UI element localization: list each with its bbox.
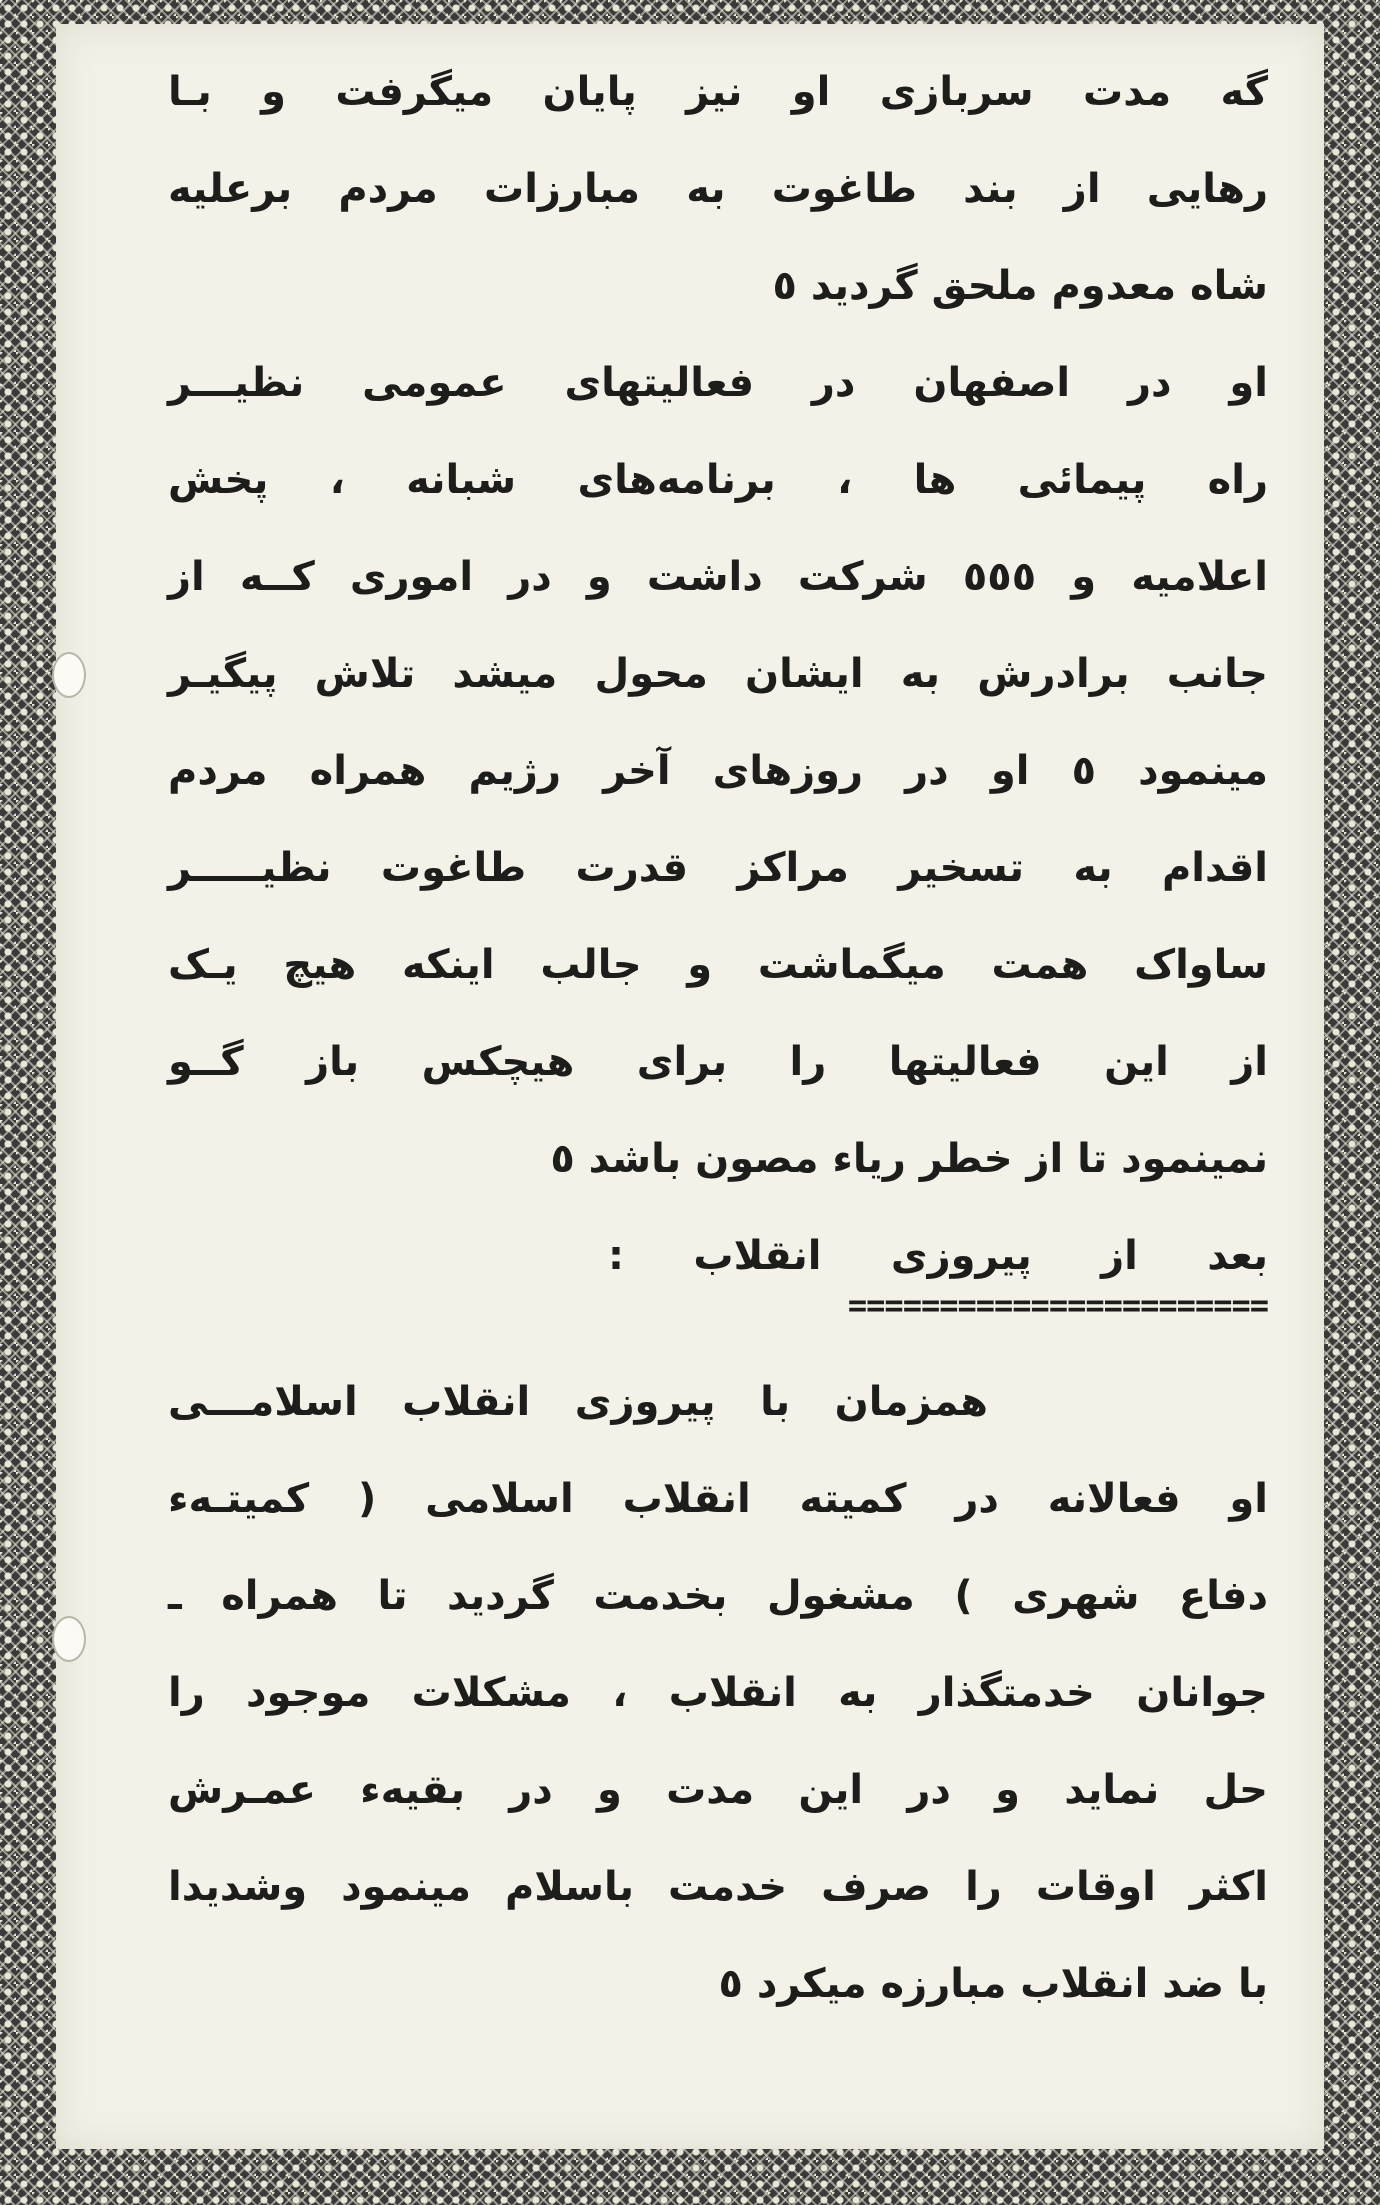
text-line: اعلامیه و ٥٥٥ شرکت داشت و در اموری کــه از: [168, 554, 1268, 600]
heading-underline: =======================: [847, 1286, 1268, 1324]
text-line: شاه معدوم ملحق گردید ٥: [772, 263, 1268, 309]
document-page: [56, 24, 1324, 2149]
text-line: راه پیمائی ها ، برنامه‌های شبانه ، پخش: [168, 457, 1268, 503]
text-line: او فعالانه در کمیته انقلاب اسلامی ( کمیتـهء: [168, 1476, 1268, 1522]
text-line: دفاع شهری ) مشغول بخدمت گردید تا همراه ـ: [168, 1573, 1268, 1619]
text-line: او در اصفهان در فعالیتهای عمومی نظیـــر: [168, 360, 1268, 406]
text-line: ساواک همت میگماشت و جالب اینکه هیچ یـک: [168, 942, 1268, 988]
text-line: مینمود ٥ او در روزهای آخر رژیم همراه مردم: [168, 748, 1268, 794]
punch-hole-bottom: [52, 1616, 86, 1662]
section-heading: [608, 1208, 1268, 1354]
text-line: رهایی از بند طاغوت به مبارزات مردم برعلیه: [168, 166, 1268, 212]
text-line: از این فعالیتها را برای هیچکس باز گــو: [168, 1039, 1268, 1085]
text-line: نمینمود تا از خطر ریاء مصون باشد ٥: [550, 1136, 1268, 1182]
text-line: با ضد انقلاب مبارزه میکرد ٥: [718, 1961, 1268, 2007]
text-line: اکثر اوقات را صرف خدمت باسلام مینمود وشدیدا: [168, 1864, 1268, 1910]
text-line: همزمان با پیروزی انقلاب اسلامـــی: [168, 1379, 988, 1425]
text-column: [168, 44, 1268, 2033]
section-heading-text: بعد از پیروزی انقلاب :: [608, 1233, 1268, 1279]
text-line: جانب برادرش به ایشان محول میشد تلاش پیگیـر: [168, 651, 1268, 697]
text-line: حل نماید و در این مدت و در بقیهء عمـرش: [168, 1767, 1268, 1813]
text-line: گه مدت سربازی او نیز پایان میگرفت و بـا: [168, 69, 1268, 115]
text-line: جوانان خدمتگذار به انقلاب ، مشکلات موجود را: [168, 1670, 1268, 1716]
punch-hole-top: [52, 652, 86, 698]
text-line: اقدام به تسخیر مراکز قدرت طاغوت نظیـــــر: [168, 845, 1268, 891]
